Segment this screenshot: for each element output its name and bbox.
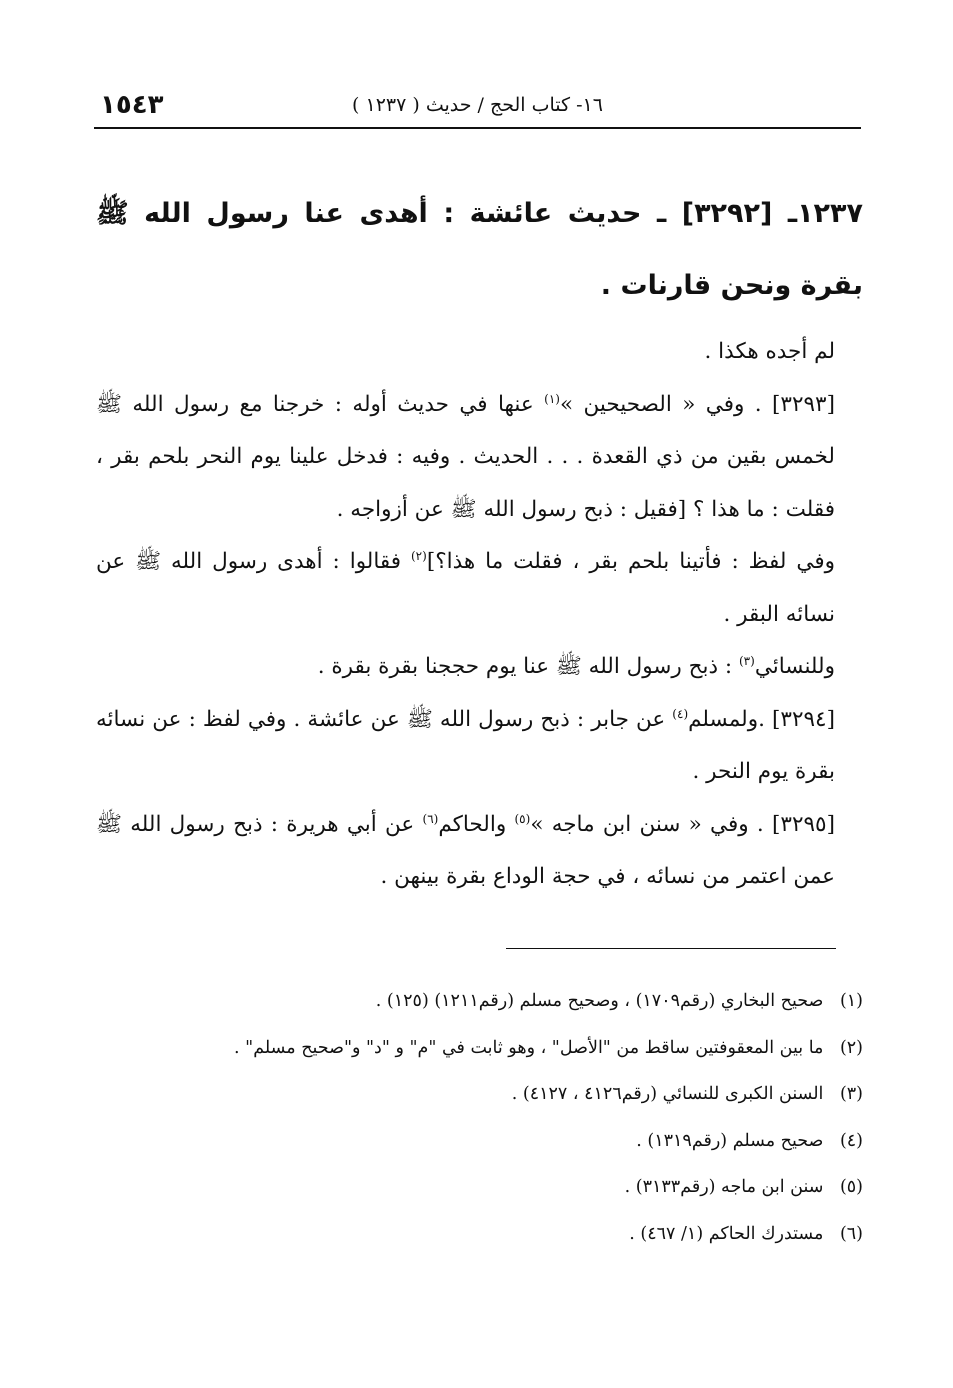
- footnote-separator: [506, 948, 836, 949]
- text-run: عنها في حديث أوله : خرجنا مع رسول الله ﷺ لخمس بقين من ذي القعدة . . . الحديث . وفيه : فدخل علينا يوم النحر بلحم بقر ، فقلت : ما هذا ؟ [فقيل : ذبح رسول الله ﷺ عن أزواجه .: [96, 391, 835, 522]
- footnote-6: [96, 1211, 863, 1258]
- footnote-marker-3[interactable]: (٣): [738, 653, 755, 668]
- footnote-number: (٥): [839, 1177, 863, 1197]
- footnote-number: (٢): [839, 1037, 863, 1058]
- text-run: عن أبي هريرة : ذبح رسول الله ﷺ عمن اعتمر من نسائه ، في حجة الوداع بقرة بينهن .: [96, 811, 835, 889]
- text-run: والحاكم: [438, 811, 515, 837]
- text-run: وللنسائي: [754, 654, 835, 679]
- footnote-text: ما بين المعقوفتين ساقط من "الأصل" ، وهو ثابت في "م" و "د" و"صحيح مسلم" .: [234, 1037, 824, 1058]
- footnote-4: [96, 1118, 863, 1165]
- footnote-marker-1[interactable]: (١): [544, 391, 560, 406]
- text-run: : ذبح رسول الله ﷺ عنا يوم حججنا بقرة بقرة .: [317, 654, 739, 679]
- paragraph-not-found: [96, 326, 863, 379]
- footnote-3: [96, 1071, 863, 1118]
- footnote-text: مستدرك الحاكم (١/ ٤٦٧) .: [629, 1223, 824, 1244]
- footnote-text: صحيح مسلم (رقم١٣١٩) .: [636, 1130, 824, 1151]
- paragraph-sahihain: [96, 379, 863, 537]
- paragraph-ibn-majah: [96, 799, 863, 904]
- paragraph-other-wording: [96, 536, 863, 641]
- header-rule: [94, 127, 861, 129]
- footnote-text: سنن ابن ماجه (رقم٣١٣٣) .: [624, 1177, 824, 1197]
- text-run: وفي لفظ : فأتينا بلحم بقر ، فقلت ما هذا؟]: [426, 549, 835, 574]
- running-title: ١٦- كتاب الحج / حديث ( ١٢٣٧ ): [352, 94, 603, 116]
- footnotes: [96, 978, 863, 1257]
- hadith-title: ١٢٣٧ـ [٣٢٩٢] ـ حديث عائشة : أهدى عنا رسول الله ﷺ بقرة ونحن قارنات .: [96, 198, 863, 301]
- footnote-1: [96, 978, 863, 1025]
- paragraph-nasai: [96, 641, 863, 694]
- footnote-marker-4[interactable]: (٤): [672, 706, 689, 721]
- text-run: [٣٢٩٥] . وفي « سنن ابن ماجه »: [530, 811, 835, 837]
- running-header: [94, 84, 861, 124]
- text-run: عن جابر : ذبح رسول الله ﷺ عن عائشة . وفي لفظ : عن نسائه بقرة يوم النحر .: [96, 706, 835, 784]
- footnote-5: [96, 1164, 863, 1211]
- footnote-number: (١): [839, 991, 863, 1011]
- text-run: لم أجده هكذا .: [704, 339, 835, 364]
- footnote-number: (٣): [839, 1084, 863, 1104]
- page-number: ١٥٤٣: [100, 90, 164, 120]
- footnote-text: السنن الكبرى للنسائي (رقم٤١٢٦ ، ٤١٢٧) .: [511, 1084, 824, 1104]
- text-run: فقالوا : أهدى رسول الله ﷺ عن نسائه البقر .: [96, 549, 835, 627]
- footnote-marker-5[interactable]: (٥): [514, 811, 531, 826]
- footnote-2: [96, 1025, 863, 1072]
- footnote-marker-6[interactable]: (٦): [422, 811, 439, 826]
- paragraph-muslim: [96, 694, 863, 799]
- footnote-number: (٤): [839, 1130, 863, 1151]
- text-run: [٣٢٩٤] .ولمسلم: [688, 706, 835, 732]
- footnote-number: (٦): [839, 1223, 863, 1244]
- footnote-marker-2[interactable]: (٢): [410, 548, 427, 563]
- footnote-text: صحيح البخاري (رقم١٧٠٩) ، وصحيح مسلم (رقم١٢١١) (١٢٥) .: [375, 991, 824, 1011]
- text-run: [٣٢٩٣] . وفي « الصحيحين »: [559, 391, 835, 417]
- main-text: [96, 178, 863, 904]
